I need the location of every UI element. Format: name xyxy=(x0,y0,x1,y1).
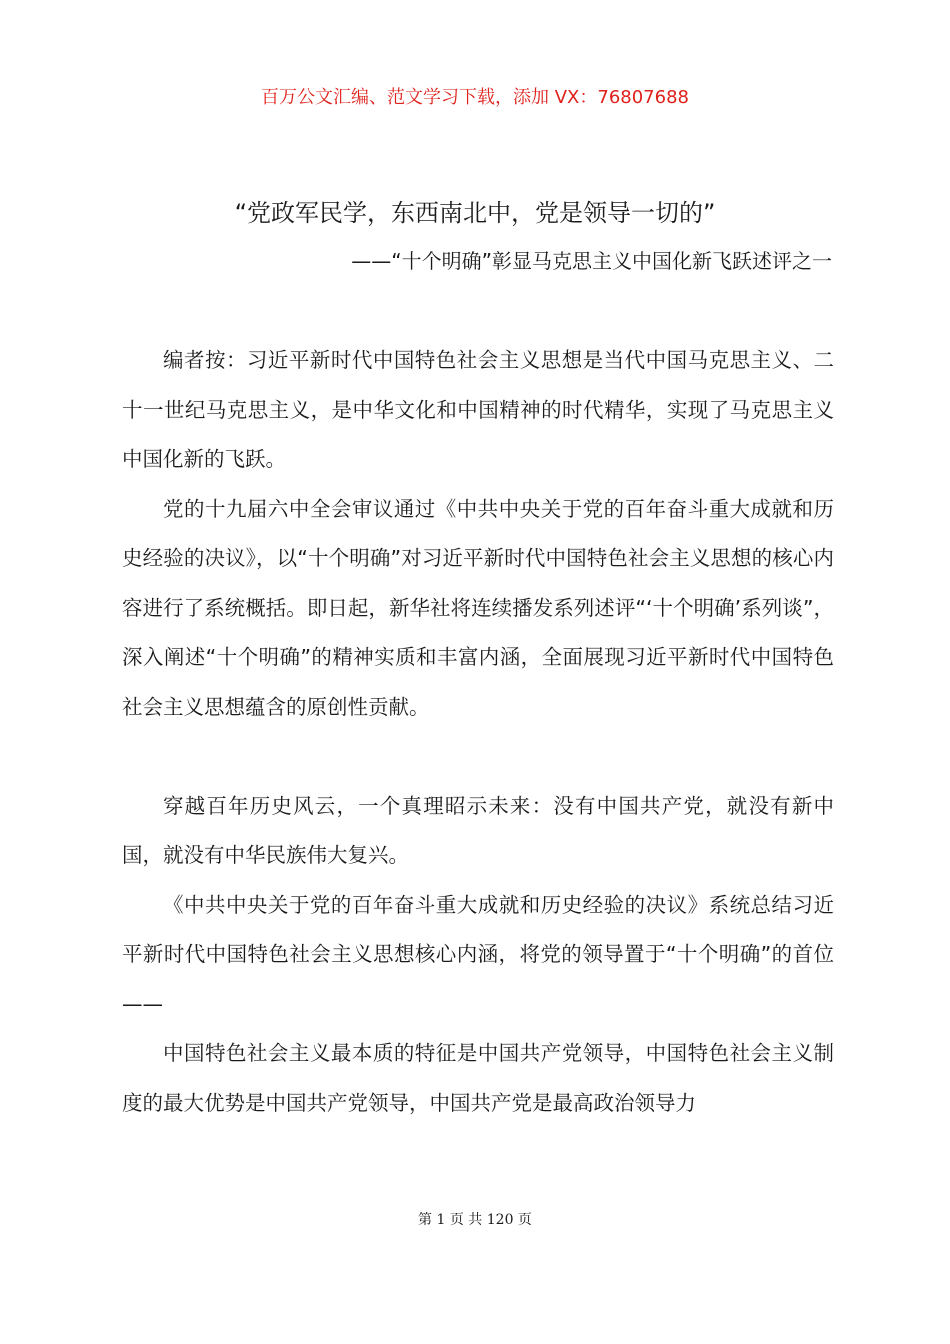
body-paragraph: 党的十九届六中全会审议通过《中共中央关于党的百年奋斗重大成就和历史经验的决议》，以“十个明确”对习近平新时代中国特色社会主义思想的核心内容进行了系统概括。即日起，新华社将连续播发系列述评“‘十个明确’系列谈”，深入阐述“十个明确”的精神实质和丰富内涵，全面展现习近平新时代中国特色社会主义思想蕴含的原创性贡献。 xyxy=(122,496,834,719)
body-paragraph: 中国特色社会主义最本质的特征是中国共产党领导，中国特色社会主义制度的最大优势是中国共产党领导，中国共产党是最高政治领导力 xyxy=(122,1041,834,1115)
promo-header: 百万公文汇编、范文学习下载，添加 VX：76807688 xyxy=(261,87,689,108)
body-paragraph: 穿越百年历史风云，一个真理昭示未来：没有中国共产党，就没有新中国，就没有中华民族伟大复兴。 xyxy=(122,793,834,867)
editor-note-paragraph: 编者按：习近平新时代中国特色社会主义思想是当代中国马克思主义、二十一世纪马克思主义，是中华文化和中国精神的时代精华，实现了马克思主义中国化新的飞跃。 xyxy=(122,348,834,471)
document-subtitle: ——“十个明确”彰显马克思主义中国化新飞跃述评之一 xyxy=(351,249,832,273)
page-number: 第 1 页 共 120 页 xyxy=(418,1212,532,1228)
body-paragraph: 《中共中央关于党的百年奋斗重大成就和历史经验的决议》系统总结习近平新时代中国特色社会主义思想核心内涵，将党的领导置于“十个明确”的首位—— xyxy=(122,892,834,1016)
document-body xyxy=(122,336,834,1128)
document-title: “党政军民学，东西南北中，党是领导一切的” xyxy=(234,199,716,227)
